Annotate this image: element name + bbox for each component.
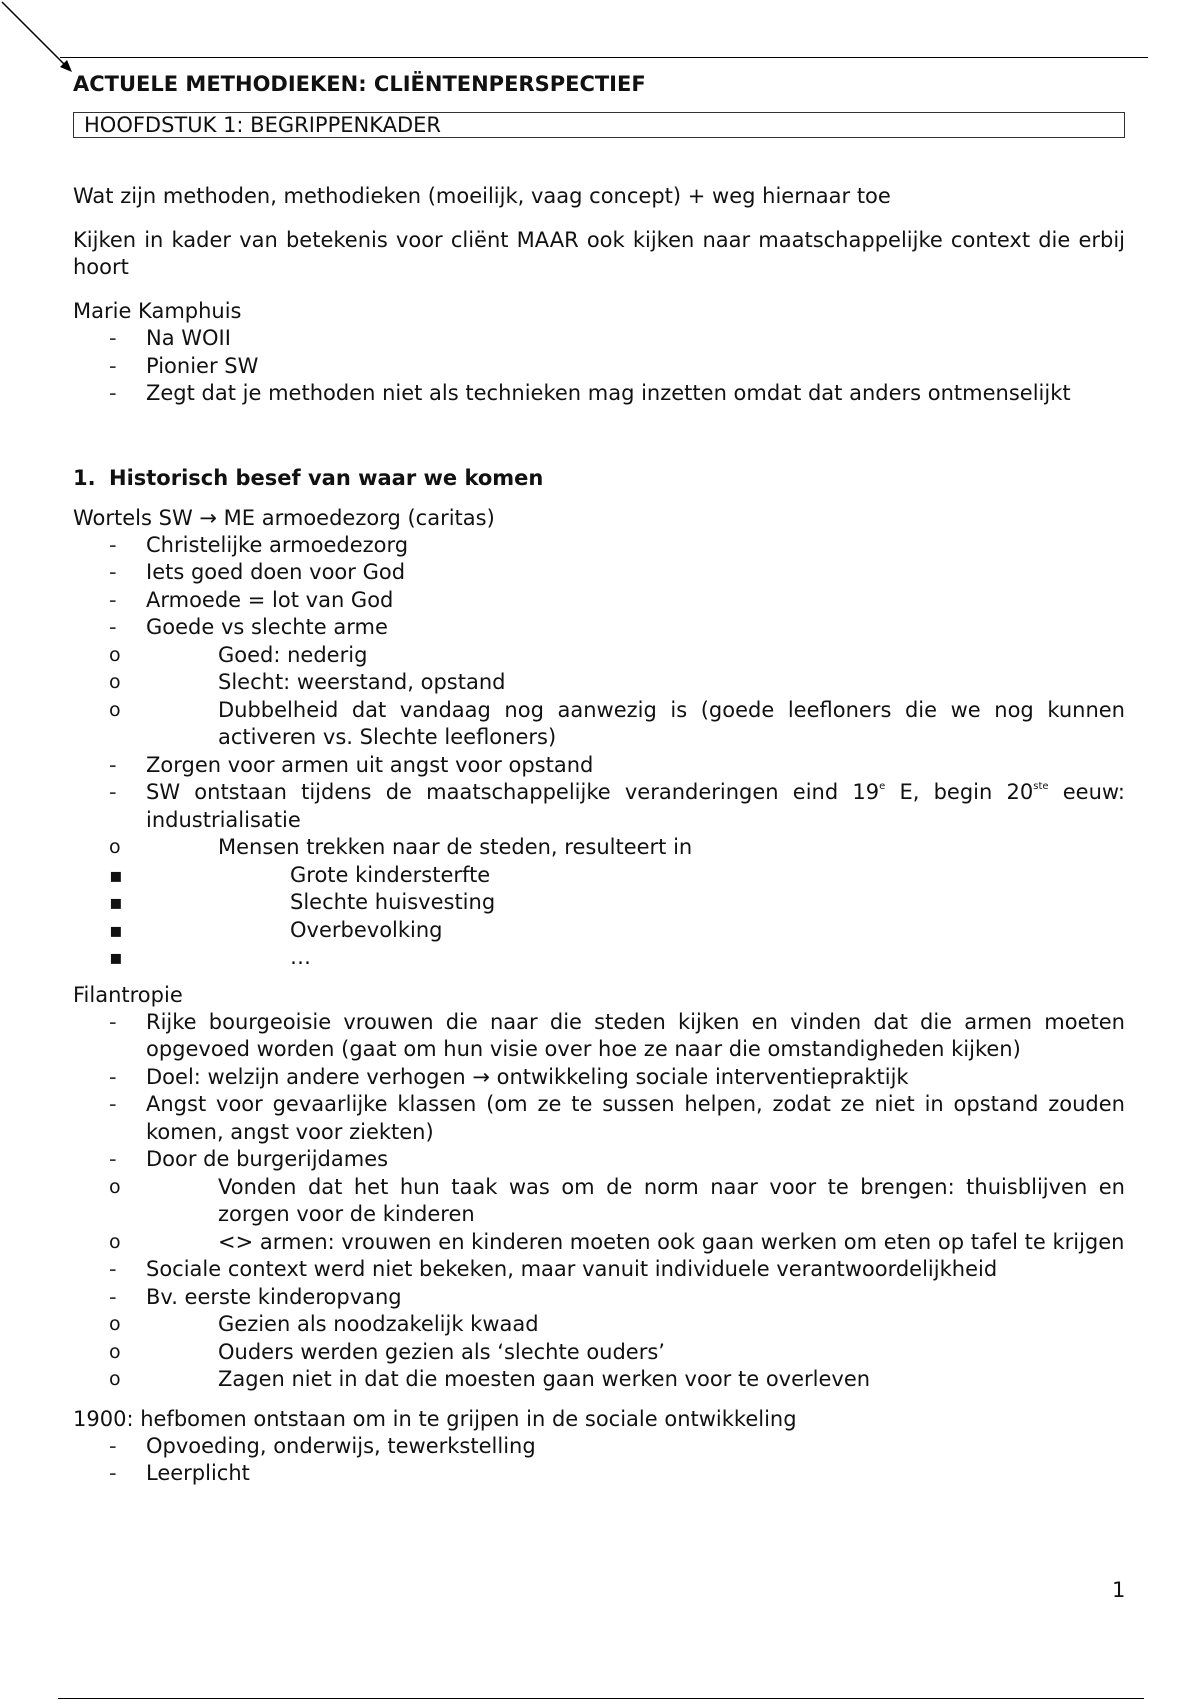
text-fragment: SW ontstaan tijdens de maatschappelijke veranderingen eind 19 <box>146 780 880 804</box>
sublist <box>73 1311 1125 1394</box>
sub-list-item: o Goed: nederig <box>73 642 1125 670</box>
section-number: 1. <box>73 465 96 490</box>
list-item-text <box>146 780 1125 832</box>
list-item <box>73 614 1125 752</box>
list-item <box>73 1284 1125 1394</box>
list-item: - Leerplicht <box>73 1460 1125 1488</box>
wortels-heading: Wortels SW → ME armoedezorg (caritas) <box>73 505 495 530</box>
sub-sub-list-item: ▪ … <box>73 944 1125 972</box>
sub-list-item: o <> armen: vrouwen en kinderen moeten ook gaan werken om eten op tafel te krijgen <box>73 1229 1125 1257</box>
sub-sub-list-item: ▪ Grote kindersterfte <box>73 862 1125 890</box>
intro-paragraph-2: Kijken in kader van betekenis voor cliënt MAAR ook kijken naar maatschappelijke context die erbij hoort <box>73 228 1125 279</box>
header-rule <box>60 57 1148 58</box>
sub-sub-list-item: ▪ Slechte huisvesting <box>73 889 1125 917</box>
sublist <box>73 834 1125 972</box>
corner-arrow-icon <box>0 0 80 80</box>
sublist <box>73 1174 1125 1257</box>
list-item: - Na WOII <box>73 325 1125 353</box>
wortels-list <box>73 532 1125 972</box>
list-item: - Zegt dat je methoden niet als technieken mag inzetten omdat dat anders ontmenselijkt <box>73 380 1125 408</box>
list-item: - Armoede = lot van God <box>73 587 1125 615</box>
list-item <box>73 779 1125 972</box>
chapter-heading-box: HOOFDSTUK 1: BEGRIPPENKADER <box>73 112 1125 138</box>
list-item-text: Goede vs slechte arme <box>146 615 388 639</box>
filantropie-list <box>73 1009 1125 1394</box>
section-heading <box>73 464 1125 492</box>
footer-rule <box>58 1698 1144 1699</box>
sub-list-item: o Gezien als noodzakelijk kwaad <box>73 1311 1125 1339</box>
sub-list-item: o Dubbelheid dat vandaag nog aanwezig is (goede leefloners die we nog kunnen activeren vs. Slechte leefloners) <box>73 697 1125 752</box>
sub-sub-list <box>73 862 1125 972</box>
document-body <box>73 70 1125 1488</box>
sub-sub-list-item: ▪ Overbevolking <box>73 917 1125 945</box>
sub-list-item-text: Mensen trekken naar de steden, resulteert in <box>218 835 693 859</box>
list-item-text: Bv. eerste kinderopvang <box>146 1284 402 1309</box>
sub-list-item: o Slecht: weerstand, opstand <box>73 669 1125 697</box>
section-title: Historisch besef van waar we komen <box>109 465 544 490</box>
list-item-text: Door de burgerijdames <box>146 1147 389 1171</box>
y1900-heading: 1900: hefbomen ontstaan om in te grijpen in de sociale ontwikkeling <box>73 1406 797 1431</box>
y1900-list <box>73 1433 1125 1488</box>
list-item <box>73 1146 1125 1256</box>
list-item: - Christelijke armoedezorg <box>73 532 1125 560</box>
list-item: - Zorgen voor armen uit angst voor opstand <box>73 752 1125 780</box>
list-item: - Sociale context werd niet bekeken, maar vanuit individuele verantwoordelijkheid <box>73 1256 1125 1284</box>
text-fragment: E, begin 20 <box>885 780 1034 804</box>
superscript: ste <box>1033 781 1049 792</box>
sub-list-item: o Zagen niet in dat die moesten gaan werken voor te overleven <box>73 1366 1125 1394</box>
intro-paragraph-3: Marie Kamphuis <box>73 299 242 323</box>
sub-list-item: o Vonden dat het hun taak was om de norm naar voor te brengen: thuisblijven en zorgen voor de kinderen <box>73 1174 1125 1229</box>
list-item: - Doel: welzijn andere verhogen → ontwikkeling sociale interventiepraktijk <box>73 1064 1125 1092</box>
sub-list-item: o Ouders werden gezien als ‘slechte ouders’ <box>73 1339 1125 1367</box>
document-title: ACTUELE METHODIEKEN: CLIËNTENPERSPECTIEF <box>73 72 646 96</box>
superscript: e <box>879 781 886 792</box>
kamphuis-list <box>73 325 1125 408</box>
filantropie-heading: Filantropie <box>73 982 183 1007</box>
list-item: - Pionier SW <box>73 353 1125 381</box>
list-item: - Angst voor gevaarlijke klassen (om ze te sussen helpen, zodat ze niet in opstand zouden komen, angst voor ziekten) <box>73 1091 1125 1146</box>
list-item: - Rijke bourgeoisie vrouwen die naar die steden kijken en vinden dat die armen moeten opgevoed worden (gaat om hun visie over hoe ze naar die omstandigheden kijken) <box>73 1009 1125 1064</box>
sub-list-item <box>73 834 1125 972</box>
sublist <box>73 642 1125 752</box>
list-item: - Opvoeding, onderwijs, tewerkstelling <box>73 1433 1125 1461</box>
page-number: 1 <box>1112 1578 1126 1602</box>
intro-paragraph-1: Wat zijn methoden, methodieken (moeilijk, vaag concept) + weg hiernaar toe <box>73 184 891 208</box>
text-fragment: eeuw: industrialisatie <box>146 780 1125 832</box>
list-item: - Iets goed doen voor God <box>73 559 1125 587</box>
